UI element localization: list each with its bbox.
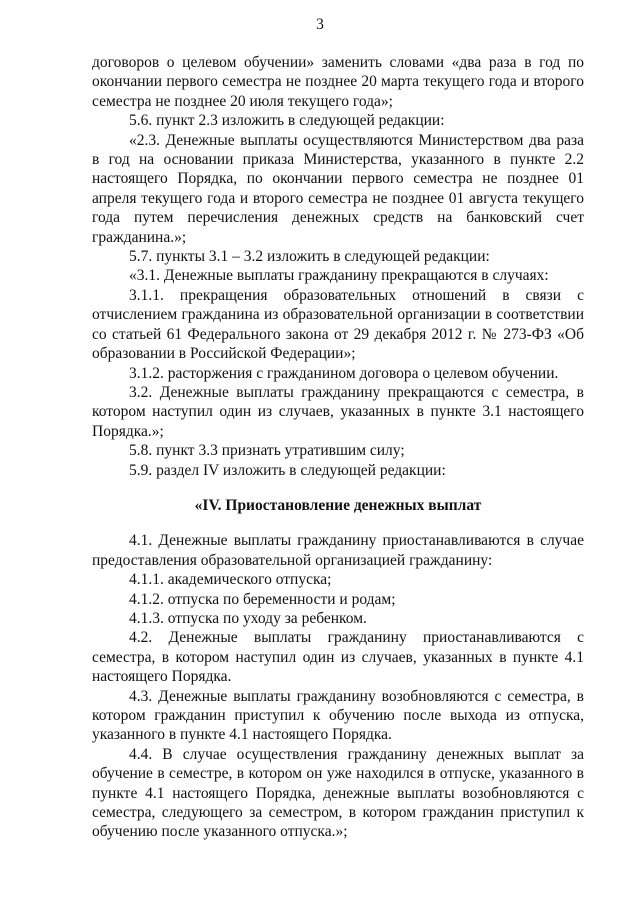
paragraph-clause-4-1-3: 4.1.3. отпуска по уходу за ребенком. (129, 609, 367, 627)
paragraph-continuation: договоров о целевом обучении» заменить словами «два раза в год по окончании первого семестра не позднее 20 марта текущего года и второго семестра не позднее 20 июля текущего года»; (92, 54, 584, 110)
paragraph-item-5-6: 5.6. пункт 2.3 изложить в следующей редакции: (129, 112, 445, 130)
paragraph-item-5-7: 5.7. пункты 3.1 – 3.2 изложить в следующей редакции: (129, 248, 490, 266)
paragraph-clause-4-1-1: 4.1.1. академического отпуска; (129, 571, 332, 589)
paragraph-clause-4-4: 4.4. В случае осуществления гражданину денежных выплат за обучение в семестре, в котором он уже находился в отпуске, указанного в пункте 4.1 настоящего Порядка, денежные выплаты возобновляются с семестра, следующего за семестром, в котором гражданин приступил к обучению после указанного отпуска.»; (92, 745, 584, 841)
paragraph-clause-4-1: 4.1. Денежные выплаты гражданину приостанавливаются в случае предоставления образовательной организацией гражданину: (92, 532, 584, 569)
paragraph-clause-4-1-2: 4.1.2. отпуска по беременности и родам; (129, 590, 396, 608)
paragraph-clause-4-3: 4.3. Денежные выплаты гражданину возобновляются с семестра, в котором гражданин приступил к обучению после выхода из отпуска, указанного в пункте 4.1 настоящего Порядка. (92, 687, 584, 744)
paragraph-clause-3-1-2: 3.1.2. расторжения с гражданином договора о целевом обучении. (129, 364, 559, 382)
paragraph-clause-2-3: «2.3. Денежные выплаты осуществляются Министерством два раза в год на основании приказа Министерства, указанного в пункте 2.2 настоящего Порядка, по окончании первого семестра не позднее 01 апреля текущего года и второго семестра не позднее 01 августа текущего года путем перечисления денежных средств на банковский счет гражданина.»; (92, 131, 584, 246)
section-heading: «IV. Приостановление денежных выплат (194, 496, 482, 514)
paragraph-item-5-8: 5.8. пункт 3.3 признать утратившим силу; (129, 442, 405, 460)
document-body (92, 53, 584, 842)
paragraph-clause-3-2: 3.2. Денежные выплаты гражданину прекращаются с семестра, в котором наступил один из случаев, указанных в пункте 3.1 настоящего Порядка.»; (92, 383, 584, 440)
paragraph-clause-3-1: «3.1. Денежные выплаты гражданину прекращаются в случаях: (129, 267, 549, 285)
page-number: 3 (316, 16, 324, 33)
paragraph-item-5-9: 5.9. раздел IV изложить в следующей редакции: (129, 461, 446, 479)
paragraph-clause-3-1-1: 3.1.1. прекращения образовательных отношений в связи с отчислением гражданина из образовательной организации в соответствии со статьей 61 Федерального закона от 29 декабря 2012 г. № 273-ФЗ «Об образовании в Российской Федерации»; (92, 286, 584, 363)
paragraph-clause-4-2: 4.2. Денежные выплаты гражданину приостанавливаются с семестра, в котором наступил один из случаев, указанных в пункте 4.1 настоящего Порядка. (92, 629, 584, 686)
